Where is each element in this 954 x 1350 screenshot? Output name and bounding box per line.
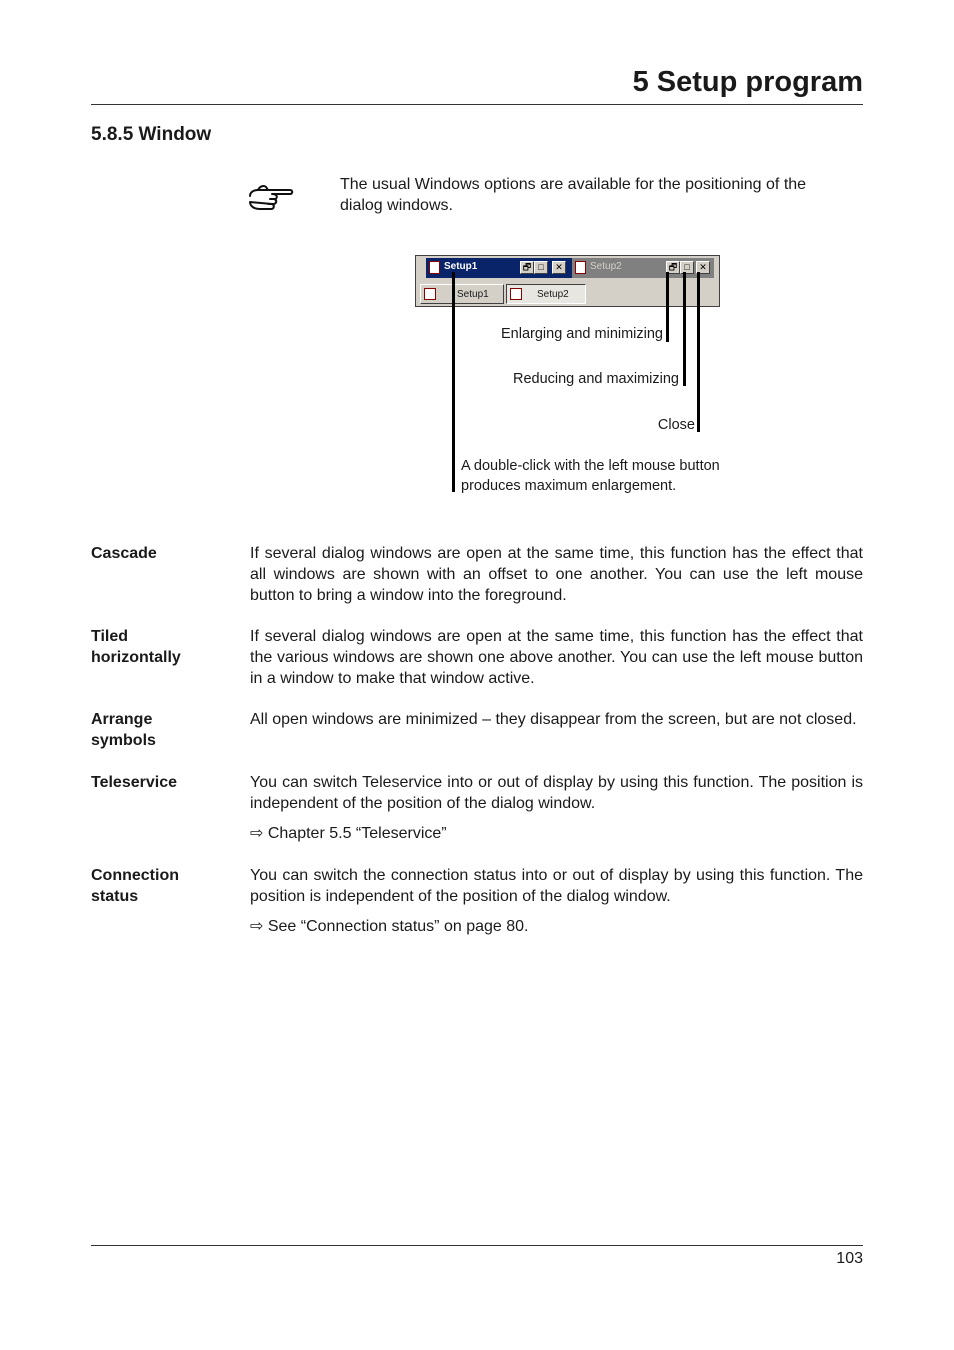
- minimized-task-row: [418, 284, 717, 306]
- term-cascade: Cascade: [91, 545, 157, 562]
- close-button[interactable]: ✕: [696, 261, 710, 274]
- task-button-setup1[interactable]: [420, 284, 504, 304]
- header-rule: [91, 104, 863, 105]
- callout-double-click-line2: produces maximum enlargement.: [461, 477, 677, 494]
- term-line: horizontally: [91, 649, 181, 666]
- note-text: The usual Windows options are available for the positioning of the dialog windows.: [340, 176, 807, 214]
- callout-line-double-click: [452, 272, 455, 492]
- callout-double-click-line1: A double-click with the left mouse button: [461, 458, 720, 474]
- document-icon: [510, 288, 522, 300]
- task-label: Setup1: [457, 289, 489, 300]
- desc-arrange-symbols: All open windows are minimized – they disappear from the screen, but are not closed.: [250, 711, 857, 728]
- maximize-button[interactable]: □: [680, 261, 694, 274]
- callout-enlarge: Enlarging and minimizing: [501, 326, 663, 342]
- maximize-button[interactable]: □: [534, 261, 548, 274]
- xref-connection-status[interactable]: ⇨ See “Connection status” on page 80.: [250, 918, 529, 935]
- term-tiled-horizontally: [91, 626, 241, 668]
- desc-teleservice: You can switch Teleservice into or out of display by using this function. The position is independent of the position of the dialog window.: [250, 774, 863, 812]
- task-label: Setup2: [537, 289, 569, 300]
- close-button[interactable]: ✕: [552, 261, 566, 274]
- term-line: Connection: [91, 867, 179, 884]
- term-teleservice: Teleservice: [91, 774, 177, 791]
- chapter-title: 5 Setup program: [632, 66, 863, 98]
- term-line: status: [91, 888, 139, 905]
- document-icon: [424, 288, 436, 300]
- pointing-hand-icon: [246, 182, 296, 218]
- footer-rule: [91, 1245, 863, 1246]
- restore-button[interactable]: 🗗: [666, 261, 680, 274]
- page-number: 103: [836, 1250, 863, 1267]
- term-connection-status: [91, 865, 241, 907]
- xref-teleservice[interactable]: ⇨ Chapter 5.5 “Teleservice”: [250, 825, 447, 842]
- window-buttons-screenshot: [415, 255, 720, 307]
- desc-cascade: If several dialog windows are open at the same time, this function has the effect that all windows are shown with an offset to one another. You can use the left mouse button to bring a window into the foreground.: [250, 545, 863, 604]
- callout-double-click: [461, 457, 720, 496]
- window1-titlebar: [426, 258, 572, 278]
- term-arrange-symbols: [91, 709, 241, 751]
- desc-tiled-horizontally: If several dialog windows are open at the same time, this function has the effect that the various windows are shown one above another. You can use the left mouse button in a window to make that window active.: [250, 628, 863, 687]
- callout-reduce: Reducing and maximizing: [512, 371, 679, 387]
- callout-line-enlarge: [666, 272, 669, 342]
- window-app-icon: [429, 261, 440, 274]
- restore-button[interactable]: 🗗: [520, 261, 534, 274]
- term-line: Arrange: [91, 711, 153, 728]
- window1-title: Setup1: [444, 261, 478, 272]
- window2-titlebar: [572, 258, 714, 278]
- term-line: symbols: [91, 732, 156, 749]
- task-button-setup2[interactable]: [506, 284, 586, 304]
- window2-title: Setup2: [590, 261, 622, 272]
- callout-close: Close: [657, 417, 695, 433]
- window-app-icon: [575, 261, 586, 274]
- term-line: Tiled: [91, 628, 129, 645]
- section-title: 5.8.5 Window: [91, 124, 212, 145]
- callout-line-close: [697, 272, 700, 432]
- desc-connection-status: You can switch the connection status into or out of display by using this function. The position is independent of the position of the dialog window.: [250, 867, 863, 905]
- callout-line-reduce: [683, 272, 686, 386]
